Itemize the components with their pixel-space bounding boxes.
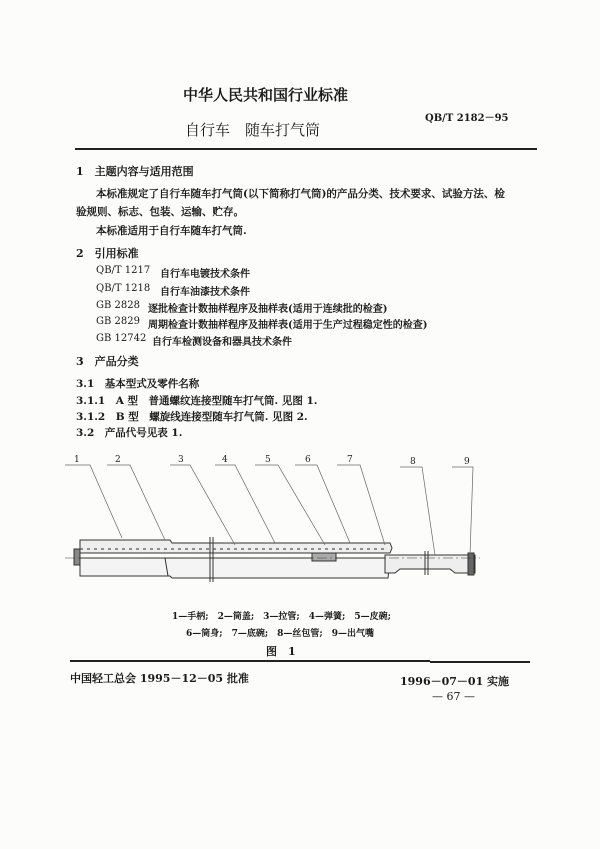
header-divider [75,148,537,150]
subsection-3-1-2: 3.1.2 B 型 螺旋线连接型随车打气筒. 见图 2. [76,411,308,423]
reference-title: 自行车检测设备和器具技术条件 [152,337,292,348]
paragraph: 本标准适用于自行车随车打气筒. [96,225,247,237]
standard-code: QB/T 2182－95 [425,113,509,124]
reference-title: 自行车油漆技术条件 [160,287,250,298]
part-label: 4 [222,455,228,465]
org-title: 中华人民共和国行业标准 [183,86,349,104]
reference-title: 自行车电镀技术条件 [160,269,250,280]
reference-title: 周期检查计数抽样程序及抽样表(适用于生产过程稳定性的检查) [148,320,428,331]
page-number: — 67 — [432,690,475,703]
paragraph: 本标准规定了自行车随车打气筒(以下简称打气筒)的产品分类、技术要求、试验方法、检 [96,188,505,200]
section-3-heading: 3 产品分类 [76,355,139,368]
part-label: 8 [410,457,416,467]
part-label: 3 [178,455,184,465]
part-label: 1 [74,455,80,465]
section-1-heading: 1 主题内容与适用范围 [76,165,194,178]
reference-code: GB 12742 [96,333,147,344]
reference-code: GB 2828 [96,300,140,311]
paragraph: 验规则、标志、包装、运输、贮存。 [76,206,244,218]
approval-text: 中国轻工总会 1995－12－05 批准 [70,672,249,685]
figure-legend-line-2: 6—筒身; 7—底碗; 8—丝包管; 9—出气嘴 [186,629,375,639]
subsection-3-1-1: 3.1.1 A 型 普通螺纹连接型随车打气筒. 见图 1. [76,395,318,407]
subsection-3-1: 3.1 基本型式及零件名称 [76,378,200,390]
part-label: 6 [305,455,311,465]
footer-divider-2 [430,661,530,663]
pump-diagram [60,445,540,595]
subsection-3-2: 3.2 产品代号见表 1. [76,427,183,439]
part-label: 7 [347,455,353,465]
part-label: 2 [115,455,121,465]
reference-code: QB/T 1218 [96,283,151,294]
figure-caption: 图 1 [266,645,296,658]
effective-date: 1996－07－01 实施 [400,675,510,688]
document-title: 自行车 随车打气筒 [185,121,321,139]
section-2-heading: 2 引用标准 [76,247,139,260]
part-label: 5 [265,455,271,465]
part-label: 9 [464,457,470,467]
reference-title: 逐批检查计数抽样程序及抽样表(适用于连续批的检查) [148,304,388,315]
reference-code: GB 2829 [96,316,140,327]
footer-divider [70,660,430,662]
figure-legend-line-1: 1—手柄; 2—筒盖; 3—拉管; 4—弹簧; 5—皮碗; [172,612,391,622]
reference-code: QB/T 1217 [96,265,151,276]
